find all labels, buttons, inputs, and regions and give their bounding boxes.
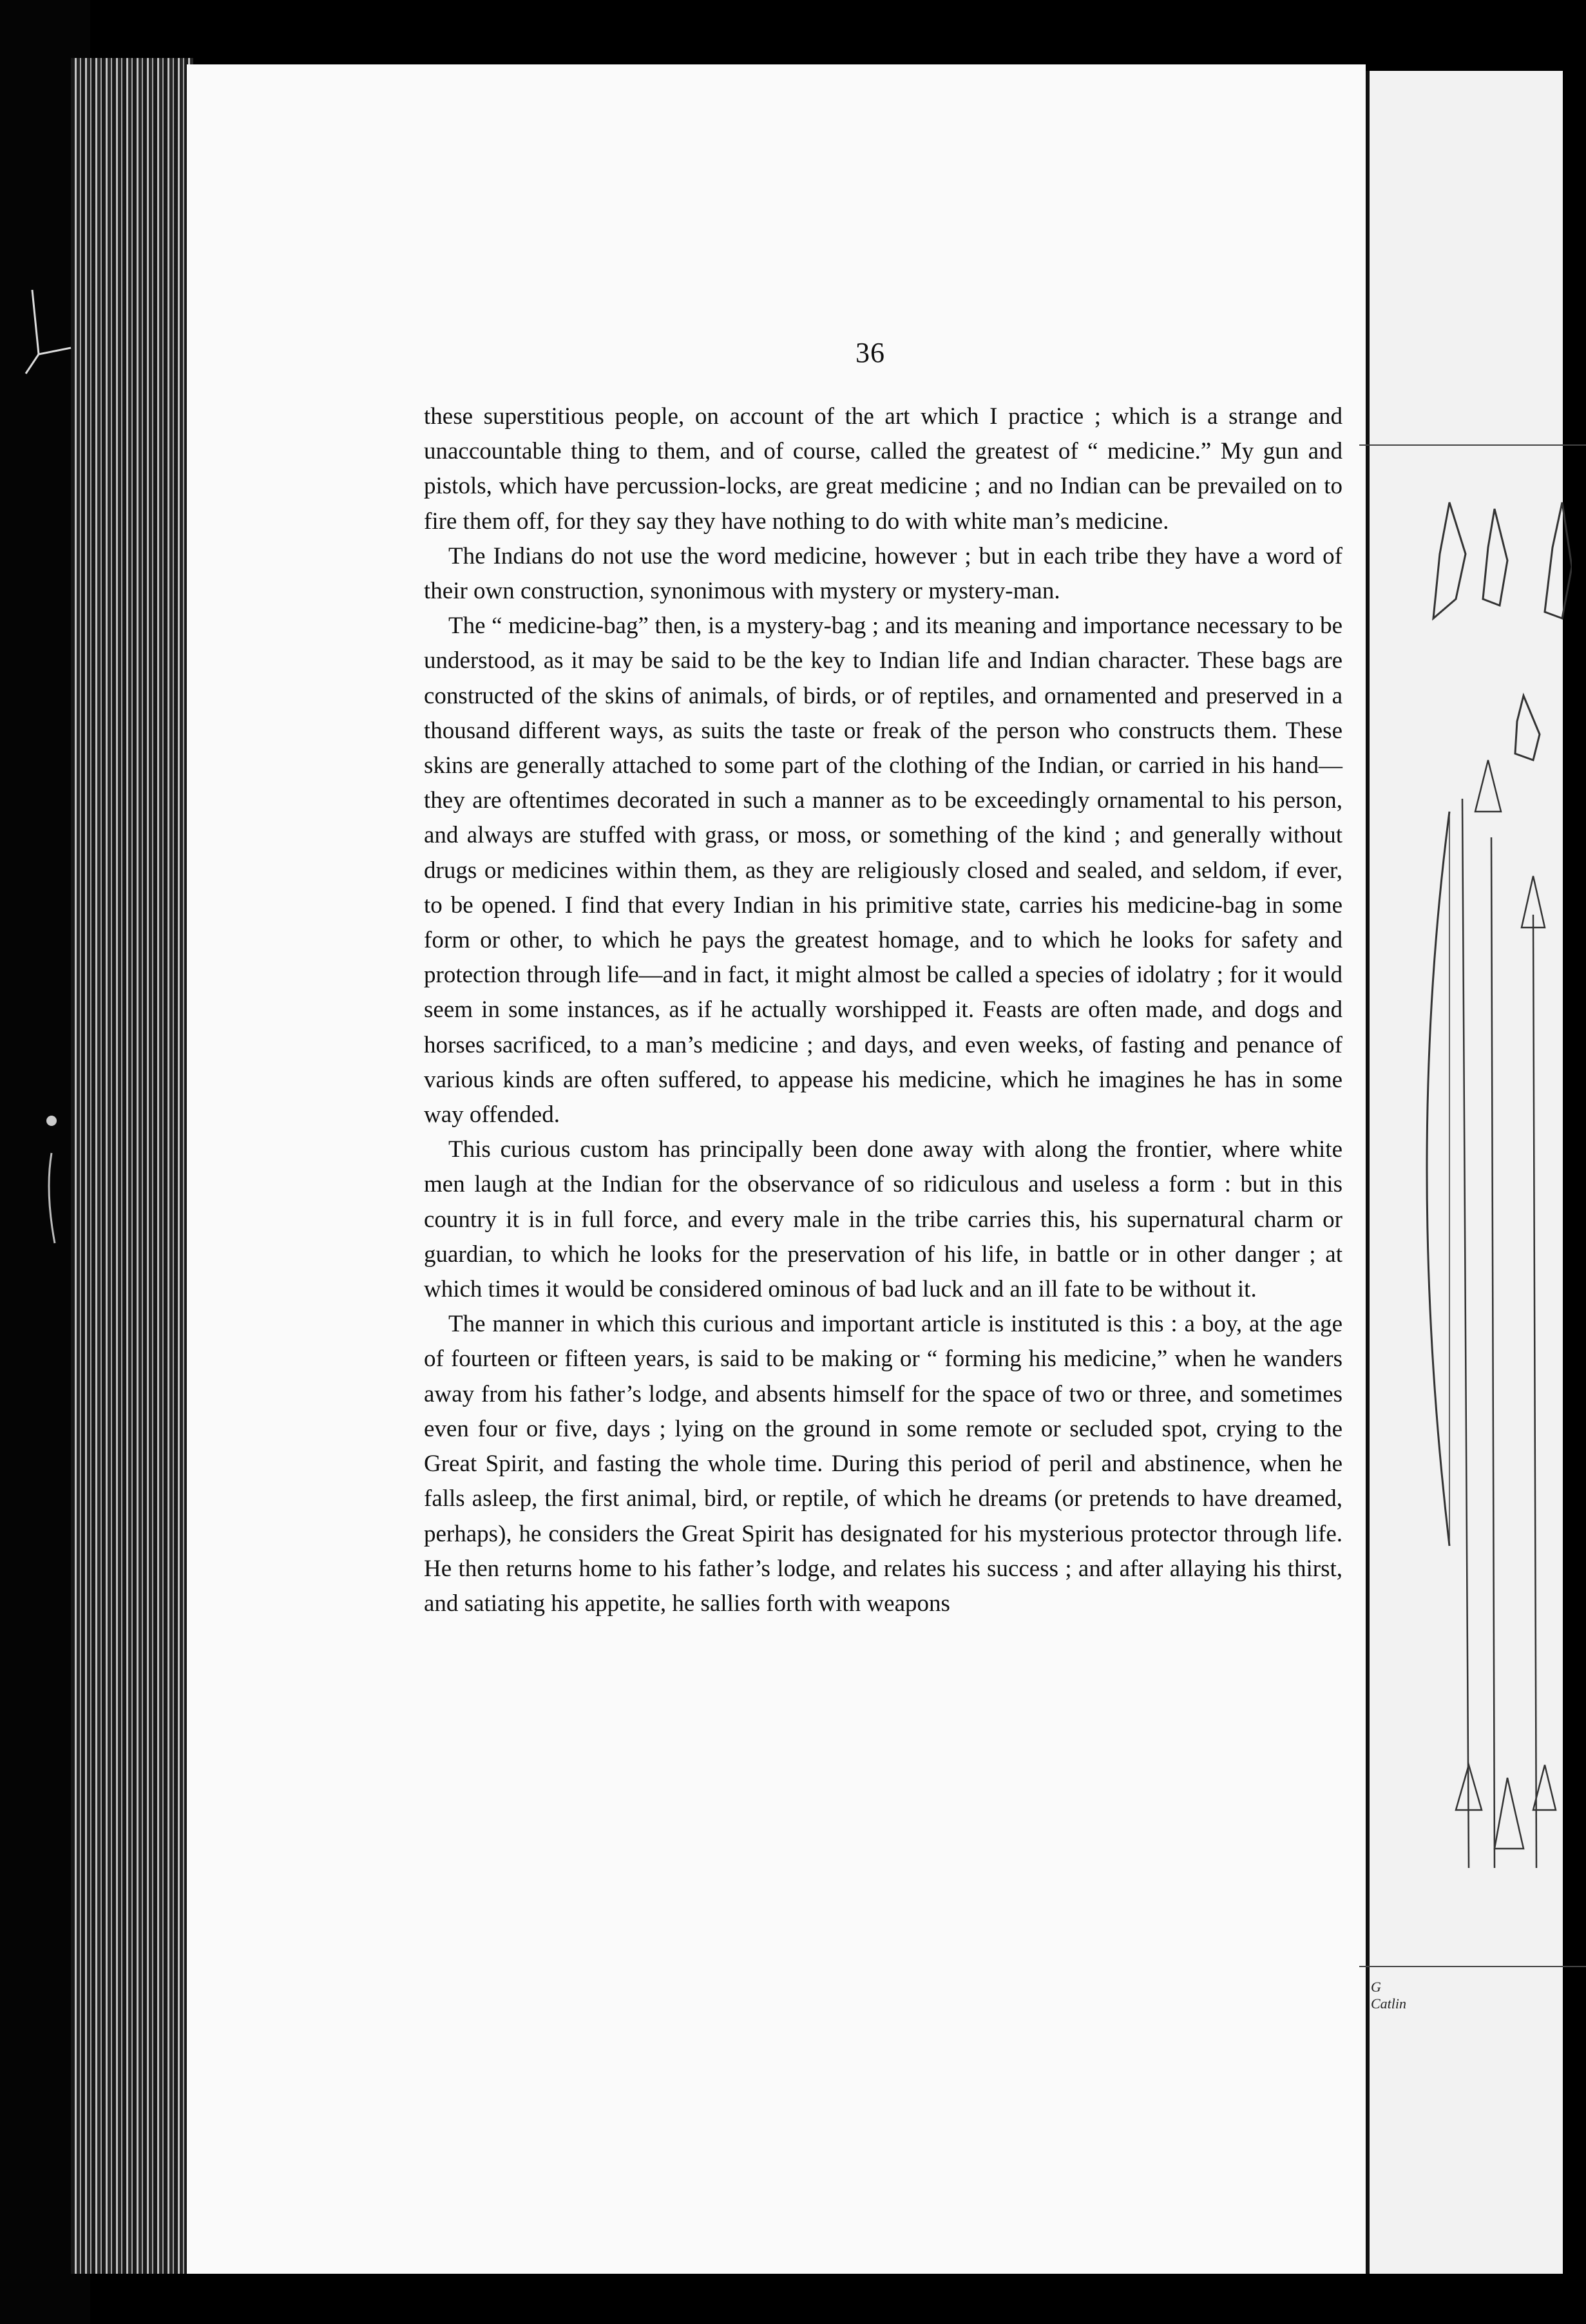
paragraph: these superstitious people, on account of the art which I practice ; which is a strange and unaccountable thing to them, and of course, called the greatest of “ medicine.” My gun and pistols, which have percussion-locks, are great medicine ; and no Indian can be prevailed on to fire them off, for they say they have nothing to do with white man’s medicine. [424,403,1342,535]
margin-dot-mark [39,1108,64,1134]
margin-line-mark [39,1147,64,1250]
margin-scratch-mark [13,277,84,393]
arrowheads-and-bow-illustration [1379,451,1572,1952]
plate-caption: G Catlin [1371,1979,1407,2012]
book-page-edges [71,58,193,2274]
arrow-fletching-illustration [1456,1765,1556,1849]
arrowhead-illustration [1433,502,1572,760]
paragraph: This curious custom has principally been done away with along the frontier, where white men laugh at the Indian for the observance of so ridiculous and useless a form : but in this country it is in full force, and every male in the tribe carries this, his supernatural charm or guardian, to which he looks for the preservation of his life, in battle or in other danger ; at which times it would be considered ominous of bad luck and an ill fate to be without it. [424,1136,1342,1303]
paragraph: The Indians do not use the word medicine, however ; but in each tribe they have a word of their own construction, synonimous with mystery or mystery-man. [424,542,1342,605]
arrow-shaft-illustration [1462,760,1545,1868]
page-number: 36 [855,337,885,368]
paragraph: The manner in which this curious and important article is instituted is this : a boy, at the age of fourteen or fifteen years, is said to be making or “ forming his medicine,” when he wanders away from his father’s lodge, and absents himself for the space of two or three, and sometimes even four or five, days ; lying on the ground in some remote or secluded spot, crying to the Great Spirit, and fasting the whole time. During this period of peril and abstinence, when he falls asleep, the first animal, bird, or reptile, of which he dreams (or pretends to have dreamed, perhaps), he considers the Great Spirit has designated for his mysterious protector through life. He then returns home to his father’s lodge, and relates his success ; and after allaying his thirst, and satiating his appetite, he sallies forth with weapons [424,1311,1342,1617]
bow-illustration [1427,812,1449,1546]
body-text [424,399,1342,1621]
paragraph: The “ medicine-bag” then, is a mystery-bag ; and its meaning and importance necessary to be understood, as it may be said to be the key to Indian life and Indian character. These bags are constructed of the skins of animals, of birds, or of reptiles, and ornamented and preserved in a thousand different ways, as suits the taste or freak of the person who constructs them. These skins are generally attached to some part of the clothing of the Indian, or carried in his hand—they are oftentimes decorated in such a manner as to be exceedingly ornamental to his person, and always are stuffed with grass, or moss, or something of the kind ; and generally without drugs or medicines within them, as they are religiously closed and sealed, and seldom, if ever, to be opened. I find that every Indian in his primitive state, carries his medicine-bag in some form or other, to which he pays the greatest homage, and to which he looks for safety and protection through life—and in fact, it might almost be called a species of idolatry ; for it would seem in some instances, as if he actually worshipped it. Feasts are often made, and dogs and horses sacrificed, to a man’s medicine ; and days, and even weeks, of fasting and penance of various kinds are often suffered, to appease his medicine, which he imagines he has in some way offended. [424,613,1342,1129]
